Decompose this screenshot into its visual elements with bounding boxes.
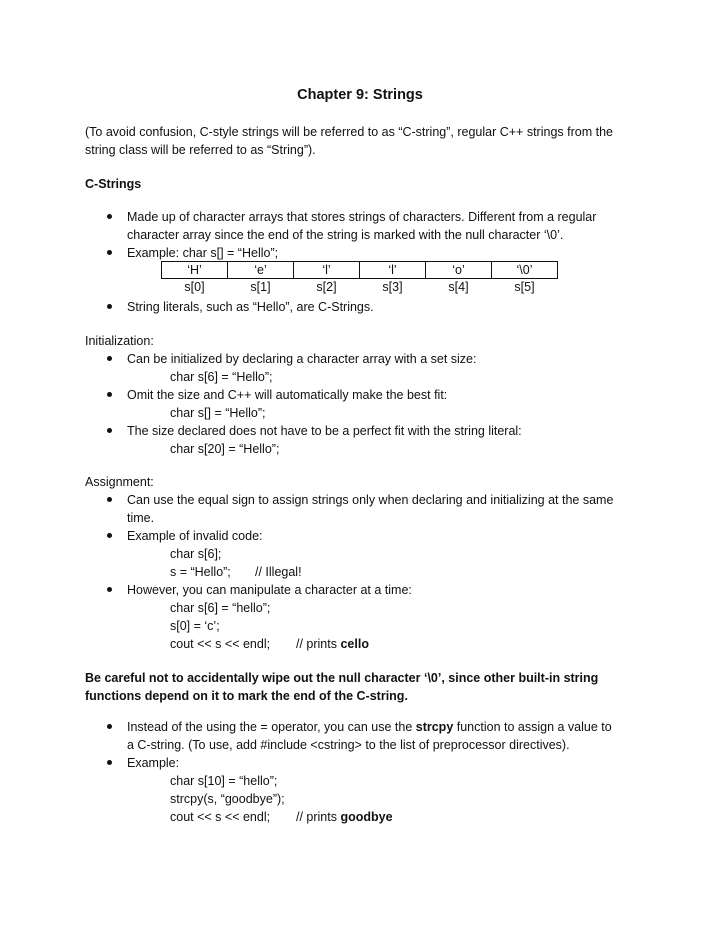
cstrings-heading: C-Strings bbox=[85, 177, 142, 191]
assign-code-2: s = “Hello”; bbox=[170, 565, 231, 579]
array-cell: ‘o’ bbox=[426, 262, 492, 279]
cstrings-b1-line1: Made up of character arrays that stores strings of characters. Different from a regular bbox=[127, 210, 597, 224]
strcpy-code-2: strcpy(s, “goodbye”); bbox=[170, 792, 285, 806]
assign-code-2-comment: // Illegal! bbox=[255, 565, 302, 579]
init-b2: Omit the size and C++ will automatically make the best fit: bbox=[127, 388, 448, 402]
strcpy-b1-line1 bbox=[127, 719, 612, 735]
bullet-icon bbox=[107, 428, 112, 433]
cstrings-b1-line2: character array since the end of the string is marked with the null character ‘\0’. bbox=[127, 228, 564, 242]
init-code-3: char s[20] = “Hello”; bbox=[170, 442, 280, 456]
array-values-row bbox=[162, 262, 558, 279]
init-b3: The size declared does not have to be a perfect fit with the string literal: bbox=[127, 424, 522, 438]
assign-code-1: char s[6]; bbox=[170, 547, 222, 561]
char-array-table bbox=[161, 261, 558, 295]
assign-code-5: cout << s << endl; bbox=[170, 637, 271, 651]
array-cell: ‘H’ bbox=[162, 262, 228, 279]
cstrings-b2: Example: char s[] = “Hello”; bbox=[127, 246, 279, 260]
array-index: s[3] bbox=[382, 280, 403, 294]
array-index: s[1] bbox=[250, 280, 271, 294]
strcpy-b1-pre: Instead of the using the = operator, you can use the bbox=[127, 720, 416, 734]
array-index: s[4] bbox=[448, 280, 469, 294]
strcpy-b1-post: function to assign a value to bbox=[453, 720, 612, 734]
strcpy-keyword: strcpy bbox=[415, 720, 454, 734]
assign-code-3: char s[6] = “hello”; bbox=[170, 601, 271, 615]
bullet-icon bbox=[107, 250, 112, 255]
warning-line-2: functions depend on it to mark the end of the C-string. bbox=[85, 689, 408, 703]
output-text: goodbye bbox=[340, 810, 393, 824]
assign-b1-line1: Can use the equal sign to assign strings only when declaring and initializing at the same bbox=[127, 493, 614, 507]
bullet-icon bbox=[107, 760, 112, 765]
output-text: cello bbox=[340, 637, 369, 651]
bullet-icon bbox=[107, 497, 112, 502]
bullet-icon bbox=[107, 214, 112, 219]
strcpy-b1-line2: a C-string. (To use, add #include <cstring> to the list of preprocessor directives). bbox=[127, 738, 570, 752]
intro-line-1: (To avoid confusion, C-style strings will be referred to as “C-string”, regular C++ strings from the bbox=[85, 125, 613, 139]
array-cell: ‘e’ bbox=[228, 262, 294, 279]
array-index: s[0] bbox=[184, 280, 205, 294]
cstrings-b3: String literals, such as “Hello”, are C-Strings. bbox=[127, 300, 374, 314]
array-indices-row bbox=[162, 279, 558, 296]
page-title: Chapter 9: Strings bbox=[297, 87, 423, 103]
array-cell: ‘\0’ bbox=[492, 262, 558, 279]
array-index: s[2] bbox=[316, 280, 337, 294]
assign-code-4: s[0] = ‘c’; bbox=[170, 619, 220, 633]
init-heading: Initialization: bbox=[85, 334, 154, 348]
strcpy-code-3-comment bbox=[296, 809, 393, 825]
init-code-2: char s[] = “Hello”; bbox=[170, 406, 266, 420]
array-cell: ‘l’ bbox=[294, 262, 360, 279]
assign-b3: However, you can manipulate a character at a time: bbox=[127, 583, 412, 597]
bullet-icon bbox=[107, 356, 112, 361]
strcpy-b2: Example: bbox=[127, 756, 180, 770]
array-index: s[5] bbox=[514, 280, 535, 294]
strcpy-code-3: cout << s << endl; bbox=[170, 810, 271, 824]
assign-code-5-comment bbox=[296, 636, 369, 652]
init-code-1: char s[6] = “Hello”; bbox=[170, 370, 273, 384]
strcpy-code-1: char s[10] = “hello”; bbox=[170, 774, 278, 788]
warning-line-1: Be careful not to accidentally wipe out the null character ‘\0’, since other built-in string bbox=[85, 671, 599, 685]
array-cell: ‘l’ bbox=[360, 262, 426, 279]
bullet-icon bbox=[107, 392, 112, 397]
bullet-icon bbox=[107, 587, 112, 592]
assign-heading: Assignment: bbox=[85, 475, 154, 489]
bullet-icon bbox=[107, 724, 112, 729]
bullet-icon bbox=[107, 533, 112, 538]
assign-b2: Example of invalid code: bbox=[127, 529, 263, 543]
comment-text: // prints bbox=[296, 810, 337, 824]
intro-line-2: string class will be referred to as “String”). bbox=[85, 143, 316, 157]
init-b1: Can be initialized by declaring a character array with a set size: bbox=[127, 352, 477, 366]
bullet-icon bbox=[107, 304, 112, 309]
comment-text: // prints bbox=[296, 637, 337, 651]
assign-b1-line2: time. bbox=[127, 511, 155, 525]
